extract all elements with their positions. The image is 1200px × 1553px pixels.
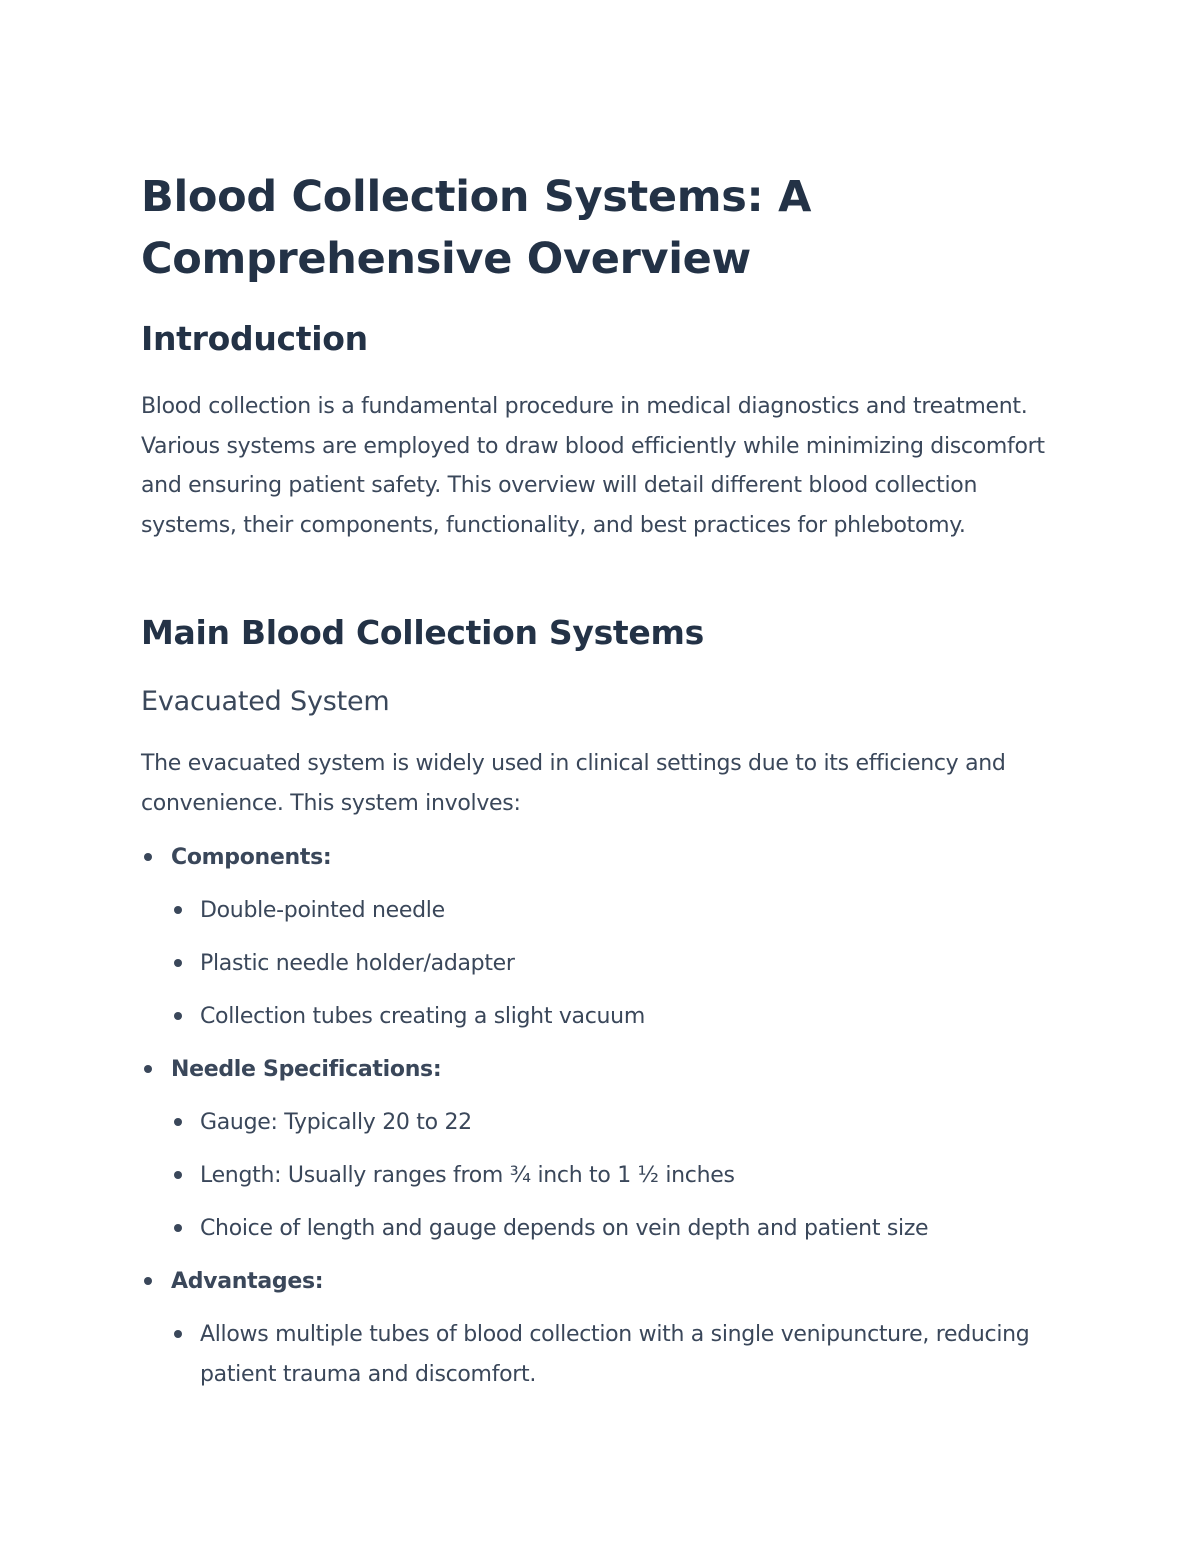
evacuated-system-paragraph: The evacuated system is widely used in clinical settings due to its efficiency and convenience. This system involves: [141,751,1006,816]
bullet-icon [174,959,182,967]
list-item-needle-specifications [141,1050,1066,1103]
list-item-text: Plastic needle holder/adapter [200,951,515,976]
list-item [171,997,1066,1050]
introduction-paragraph: Blood collection is a fundamental procedure in medical diagnostics and treatment. Various systems are employed to draw blood efficiently while minimizing discomfort and ensuring patient safety. This overview will detail different blood collection systems, their components, functionality, and best practices for phlebotomy. [141,394,1045,538]
list-item-advantages [141,1262,1066,1315]
list-item-components [141,838,1066,891]
introduction-heading: Introduction [141,319,368,358]
list-item-text: Length: Usually ranges from ¾ inch to 1 ½ inches [200,1163,735,1188]
list-item-label: Components: [171,845,332,870]
bullet-icon [174,1012,182,1020]
list-item-label: Needle Specifications: [171,1057,442,1082]
list-item-text: Collection tubes creating a slight vacuum [200,1004,645,1029]
list-item [171,1103,1066,1156]
list-item [171,1156,1066,1209]
bullet-icon [174,1171,182,1179]
list-item [171,891,1066,944]
bullet-icon [174,1118,182,1126]
list-item-text: Allows multiple tubes of blood collection with a single venipuncture, reducing patient trauma and discomfort. [200,1322,1030,1387]
list-item [171,944,1066,997]
bullet-icon [144,1065,152,1073]
list-item-label: Advantages: [171,1269,324,1294]
list-item [171,1209,1066,1262]
list-item-text: Gauge: Typically 20 to 22 [200,1110,472,1135]
list-item-text: Double-pointed needle [200,898,445,923]
bullet-icon [174,1224,182,1232]
document-title: Blood Collection Systems: A Comprehensive Overview [141,172,812,284]
bullet-icon [174,1330,182,1338]
evacuated-system-heading: Evacuated System [141,686,390,717]
list-item [171,1315,1066,1395]
bullet-icon [144,853,152,861]
bullet-icon [144,1277,152,1285]
evacuated-system-list [141,838,1066,1395]
bullet-icon [174,906,182,914]
main-systems-heading: Main Blood Collection Systems [141,613,704,652]
list-item-text: Choice of length and gauge depends on vein depth and patient size [200,1216,929,1241]
